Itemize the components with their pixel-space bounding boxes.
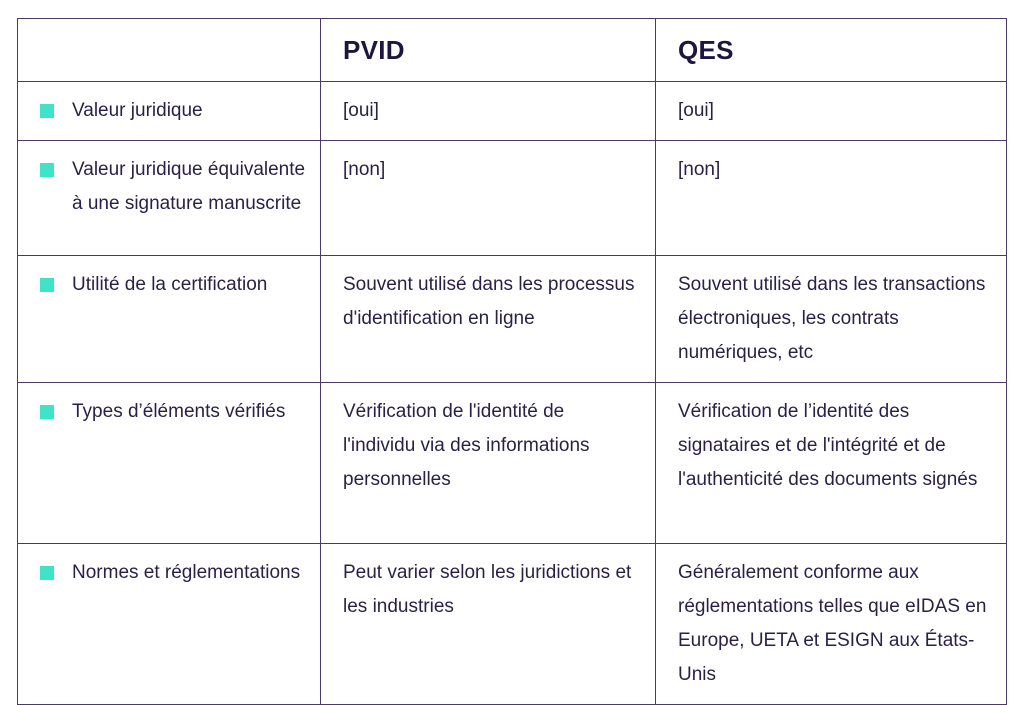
pvid-cell bbox=[321, 82, 656, 141]
qes-cell bbox=[656, 141, 1007, 256]
row-label: Utilité de la certification bbox=[72, 274, 268, 295]
square-bullet-icon bbox=[40, 104, 54, 118]
row-label: Types d’éléments vérifiés bbox=[72, 401, 286, 422]
row-label: Valeur juridique bbox=[72, 100, 203, 121]
table-row bbox=[18, 544, 1007, 705]
pvid-cell bbox=[321, 383, 656, 544]
qes-value: [oui] bbox=[678, 100, 714, 121]
qes-value: Généralement conforme aux réglementations telles que eIDAS en Europe, UETA et ESIGN aux États-Unis bbox=[678, 562, 987, 685]
pvid-value: [non] bbox=[343, 159, 386, 180]
square-bullet-icon bbox=[40, 405, 54, 419]
pvid-value: [oui] bbox=[343, 100, 379, 121]
table-row bbox=[18, 256, 1007, 383]
pvid-value: Souvent utilisé dans les processus d'identification en ligne bbox=[343, 274, 635, 329]
qes-value: Souvent utilisé dans les transactions électroniques, les contrats numériques, etc bbox=[678, 274, 986, 363]
row-label-cell bbox=[18, 141, 321, 256]
row-label: Valeur juridique équivalente à une signature manuscrite bbox=[72, 159, 306, 214]
qes-cell bbox=[656, 544, 1007, 705]
row-label: Normes et réglementations bbox=[72, 562, 301, 583]
qes-value: Vérification de l’identité des signataires et de l'intégrité et de l'authenticité des documents signés bbox=[678, 401, 978, 490]
square-bullet-icon bbox=[40, 278, 54, 292]
row-label-cell bbox=[18, 383, 321, 544]
header-qes: QES bbox=[656, 19, 1007, 82]
pvid-value: Peut varier selon les juridictions et les industries bbox=[343, 562, 632, 617]
table-row bbox=[18, 82, 1007, 141]
row-label-cell bbox=[18, 544, 321, 705]
table-row bbox=[18, 383, 1007, 544]
header-empty-cell bbox=[18, 19, 321, 82]
row-label-cell bbox=[18, 82, 321, 141]
header-row bbox=[18, 19, 1007, 82]
qes-cell bbox=[656, 383, 1007, 544]
qes-value: [non] bbox=[678, 159, 721, 180]
comparison-table bbox=[17, 18, 1007, 705]
qes-cell bbox=[656, 82, 1007, 141]
pvid-cell bbox=[321, 256, 656, 383]
pvid-cell bbox=[321, 544, 656, 705]
pvid-value: Vérification de l'identité de l'individu via des informations personnelles bbox=[343, 401, 590, 490]
square-bullet-icon bbox=[40, 163, 54, 177]
square-bullet-icon bbox=[40, 566, 54, 580]
pvid-cell bbox=[321, 141, 656, 256]
qes-cell bbox=[656, 256, 1007, 383]
header-pvid: PVID bbox=[321, 19, 656, 82]
row-label-cell bbox=[18, 256, 321, 383]
table-row bbox=[18, 141, 1007, 256]
